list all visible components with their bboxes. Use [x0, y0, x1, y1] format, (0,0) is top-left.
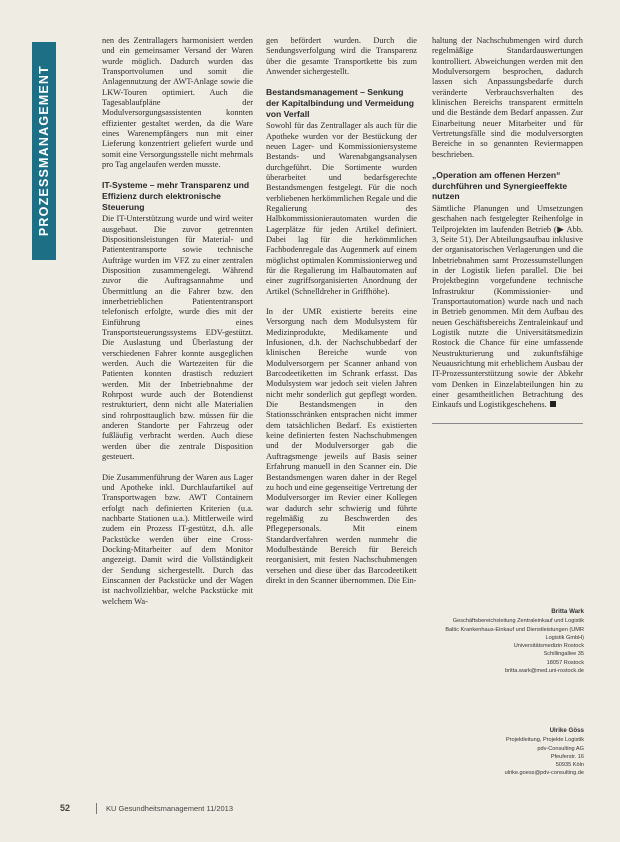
text-column-3	[432, 36, 583, 790]
author-block	[432, 608, 584, 675]
section-label: PROZESSMANAGEMENT	[37, 65, 51, 237]
paragraph: Sämtliche Planungen und Umsetzungen geschahen nach festgelegter Reihenfolge in Teilprojekten im laufenden Betrieb (▶ Abb. 3, Seite 51). Der Abteilungsaufbau inklusive der organisatorischen Verlagerungen und die Inbetriebnahmen samt Prozessumstellungen in der Logistik liefen parallel. Die bei Projektbeginn vorgefundene technische Infrastruktur (Kommissionier- und Transportautomation) wurde nach und nach in Betrieb genommen. Mit dem Aufbau des neuen Geschäftsbereichs Zentraleinkauf und Logistik nutzte die Universitätsmedizin Rostock die Chance für eine umfassende Neustrukturierung und zukunftsfähige Neuausrichtung mit erheblichem Ausbau der IT-Prozessunterstützung sowie der Abkehr vom Denken in Einzelabteilungen hin zu einer gesamtheitlichen Betrachtung des Einkaufs und Logistikgeschehens.	[432, 203, 583, 410]
author-line: Schillingallee 35	[543, 651, 584, 658]
paragraph: haltung der Nachschubmengen wird durch regelmäßige Standardauswertungen kontrolliert. Abweichungen werden mit den Modulversorgern besprochen, dadurch lassen sich Anpassungsbedarfe durch veränderte Verbrauchsverhalten des klinischen Bereichs transparent ermitteln und die Bestände dem Bedarf anpassen. Zur Einarbeitung neuer Mitarbeiter und für Vertretungsfälle sind die modulversorgten Bereiche in so genannten Reviermappen beschrieben.	[432, 36, 583, 159]
page-footer	[46, 803, 586, 815]
author-email: britta.wark@med.uni-rostock.de	[504, 668, 584, 675]
author-name: Ulrike Göss	[549, 727, 584, 734]
magazine-title: KU Gesundheitsmanagement 11/2013	[106, 804, 234, 813]
text-column-1	[102, 36, 253, 790]
section-heading: Bestandsmanagement – Senkung der Kapitalbindung und Vermeidung von Verfall	[266, 87, 415, 119]
author-line: Projektleitung, Projekte Logistik	[505, 737, 584, 744]
author-line: 18057 Rostock	[546, 659, 584, 666]
paragraph: gen befördert wurden. Durch die Sendungsverfolgung wird die Transparenz über die gesamte Transportkette bis zum Anwender sichergestellt.	[266, 36, 417, 77]
author-name: Britta Wark	[551, 608, 584, 615]
author-line: Pfeuferstr. 16	[550, 753, 584, 760]
divider	[432, 423, 583, 424]
author-line: Universitätsmedizin Rostock	[513, 643, 584, 650]
paragraph: In der UMR existierte bereits eine Versorgung nach dem Modulsystem für Medizinprodukte, Medikamente und Infusionen, d.h. der Nachschubbedarf der klinischen Bereiche wurde von Modulversorgern per Scanner anhand von Barcodeetiketten im Schrank erfasst. Das Modulsystem war jedoch seit vielen Jahren nicht mehr sonderlich gut gepflegt worden. Die Bestandsmengen in den Stationsschränken entsprachen nicht immer dem tatsächlichen Bedarf. Es existierten keine definierten festen Nachschubmengen und der Modulversorger gab die Auftragsmenge jeweils auf Basis seiner Erfahrung manuell in den Scanner ein. Die Bestandsmengen waren daher in der Regel zu hoch und eine gegenseitige Vertretung der Modulversorger im Revier einer Kollegen war dadurch sehr schwierig und führte regelmäßig zu Beschwerden des Pflegepersonals. Mit einem Standardverfahren werden nunmehr die Modulbestände Bereich für Bereich reorganisiert, mit festen Nachschubmengen versehen und diese über das Barcodeetikett direkt in den Scanner übernommen. Die Ein-	[266, 307, 417, 585]
section-heading: IT-Systeme – mehr Transparenz und Effizienz durch elektronische Steuerung	[102, 180, 250, 212]
footer-divider	[96, 803, 97, 814]
end-of-article-mark	[550, 401, 556, 407]
paragraph: Die Zusammenführung der Waren aus Lager und Apotheke inkl. Durchlaufartikel auf Transportwagen bzw. AWT Containern erfolgt nach definierten Kriterien (u.a. nachbarte Stationen u.a.). Mittlerweile wird zudem ein Prozess IT-gestützt, d.h. alle Packstücke werden über eine Cross-Docking-Mitarbeiter auf dem Monitor angezeigt. Damit wird die Vollständigkeit der Sendung sichergestellt. Durch das Einscannen der Packstücke und der Wagen ist nachvollziehbar, welche Packstücke mit welchem Wa-	[102, 472, 253, 606]
paragraph: Die IT-Unterstützung wurde und wird weiter ausgebaut. Die zuvor getrennten Dispositionsleistungen für Material- und Patiententransporte sowie technische Aufträge wurden im VFZ zu einer zentralen Disposition zusammengelegt. Während zuvor die Auftragsannahme und Übermittlung an die Fahrer bzw. den innerbetrieblichen Patiententransport telefonisch erfolgte, wurde dies mit der Einführung eines Transportsteuerungssystems EDV-gestützt. Die Auslastung und Überlastung der verschiedenen Fahrer konnte ausgeglichen werden. Auch die Wartezeiten für die Patienten konnten drastisch reduziert werden. Mit der Inbetriebnahme der Rohrpost wurde auch der Botendienst restrukturiert, denn nicht alle Materialien sind rohrposttauglich bzw. müssen für die anderen Standorte per Fahrzeug oder fußläufig verbracht werden. Auch diese werden über die zentrale Disposition gesteuert.	[102, 214, 253, 462]
paragraph: nen des Zentrallagers harmonisiert werden und ein gemeinsamer Versand der Waren wurde möglich. Dadurch wurden das Transportvolumen und somit die Anlagennutzung der AWT-Anlage sowie die LKW-Touren optimiert. Auch die Tagesablaufpläne der Modulversorgungsassistenten konnten effizienter gestaltet werden, da die Ware eines Warenempfängers nun mit einer Lieferung konzentriert geliefert wurde und somit eine Versorgungsstelle nicht mehrmals pro Tag angelaufen werden musste.	[102, 36, 253, 170]
author-email: ulrike.goess@pdv-consulting.de	[504, 770, 584, 777]
author-line: pdv-Consulting AG	[537, 745, 584, 752]
page-number: 52	[60, 803, 71, 813]
section-heading: „Operation am offenen Herzen“ durchführen und Synergieeffekte nutzen	[432, 170, 568, 202]
text-column-2	[266, 36, 417, 790]
author-line: Geschäftsbereichsleitung Zentraleinkauf und Logistik	[452, 618, 584, 625]
author-line: 50935 Köln	[555, 762, 584, 769]
paragraph: Sowohl für das Zentrallager als auch für die Apotheke wurden vor der Bestückung der neuen Lager- und Kommissioniersysteme Bestands- und Warenabgangsanalysen durchgeführt. Die Sortimente wurden überarbeitet und bedarfsgerechte Bestandsmengen festgelegt. Für die noch verbliebenen herkömmlichen Regale und die Regalierung des Halbkommissionierautomaten wurden die Lagerplätze für jeden Artikel definiert. Dabei lag für die herkömmlichen Fachbodenregale das Augenmerk auf einem möglichst optimalen Kommissionierweg und für die Regalierung im Halbautomaten auf einer zugriffsorganisierten Anordnung der Artikel (Schnelldreher in Griffhöhe).	[266, 121, 417, 296]
author-line: Baltic Krankenhaus-Einkauf und Dienstleistungen (UMR Logistik GmbH)	[445, 626, 584, 641]
author-block	[432, 727, 584, 778]
